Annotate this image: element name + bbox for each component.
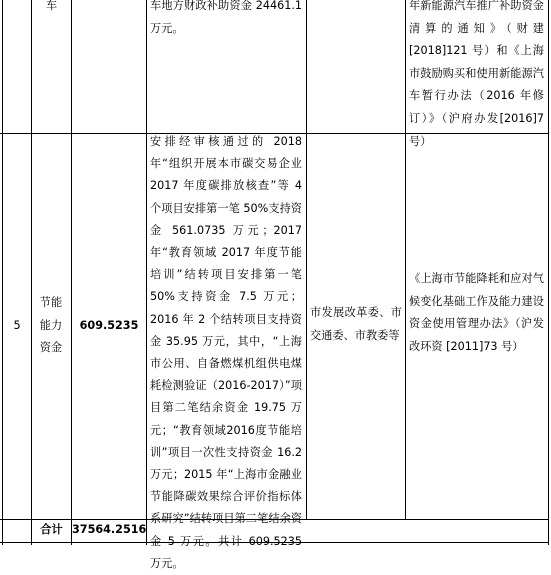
row5-amount: 609.5235 — [79, 319, 139, 332]
row5-department: 市发展改革委、市交通委、市教委等 — [310, 306, 402, 342]
column-divider — [71, 0, 72, 545]
column-divider — [31, 0, 32, 545]
top-row-basis: 年新能源汽车推广补助资金清算的通知》（财建[2018]121 号）和《上海市鼓励购买和使用新能源汽车暂行办法（2016 年修订）》（沪府办发[2016]7 号） — [409, 0, 544, 148]
row5-basis: 《上海市节能降耗和应对气候变化基础工作及能力建设资金使用管理办法》（沪发改环资 [2011]73 号） — [409, 272, 544, 353]
table-border-left — [2, 0, 3, 545]
row5-index: 5 — [13, 319, 21, 332]
column-divider — [306, 0, 307, 520]
column-divider — [405, 0, 406, 520]
column-divider — [146, 0, 147, 545]
top-row-detail: 车地方财政补助资金 24461.1 万元。 — [150, 0, 302, 35]
top-row-category: 车 — [45, 0, 58, 12]
total-amount: 37564.2516 — [72, 523, 147, 536]
table-border-right — [548, 0, 549, 545]
row5-category: 节能能力资金 — [39, 296, 63, 355]
row5-detail: 安排经审核通过的 2018 年“组织开展本市碳交易企业 2017 年度碳排放核查”等 4 个项目安排第一笔 50%支持资金 561.0735 万元；2017 年“教育领域 2017 年度节能培训”结转项目安排第一笔 50%支持资金 7.5 万元；2016 年 2 个结转项目支持资金 35.95 万元，其中，“上海市公用、自备燃煤机组供电煤耗检测验证（2016-2017）”项目第二笔结余资金 19.75 万元；“教育领域2016度节能培训”项目一次性支持资金 16.2 万元；2015 年“上海市金融业节能降碳效果综合评价指标体系研究”结转项目第二笔结余资金 5 万元。共计 609.5235 万元。 — [150, 135, 302, 570]
total-label: 合计 — [40, 523, 63, 536]
